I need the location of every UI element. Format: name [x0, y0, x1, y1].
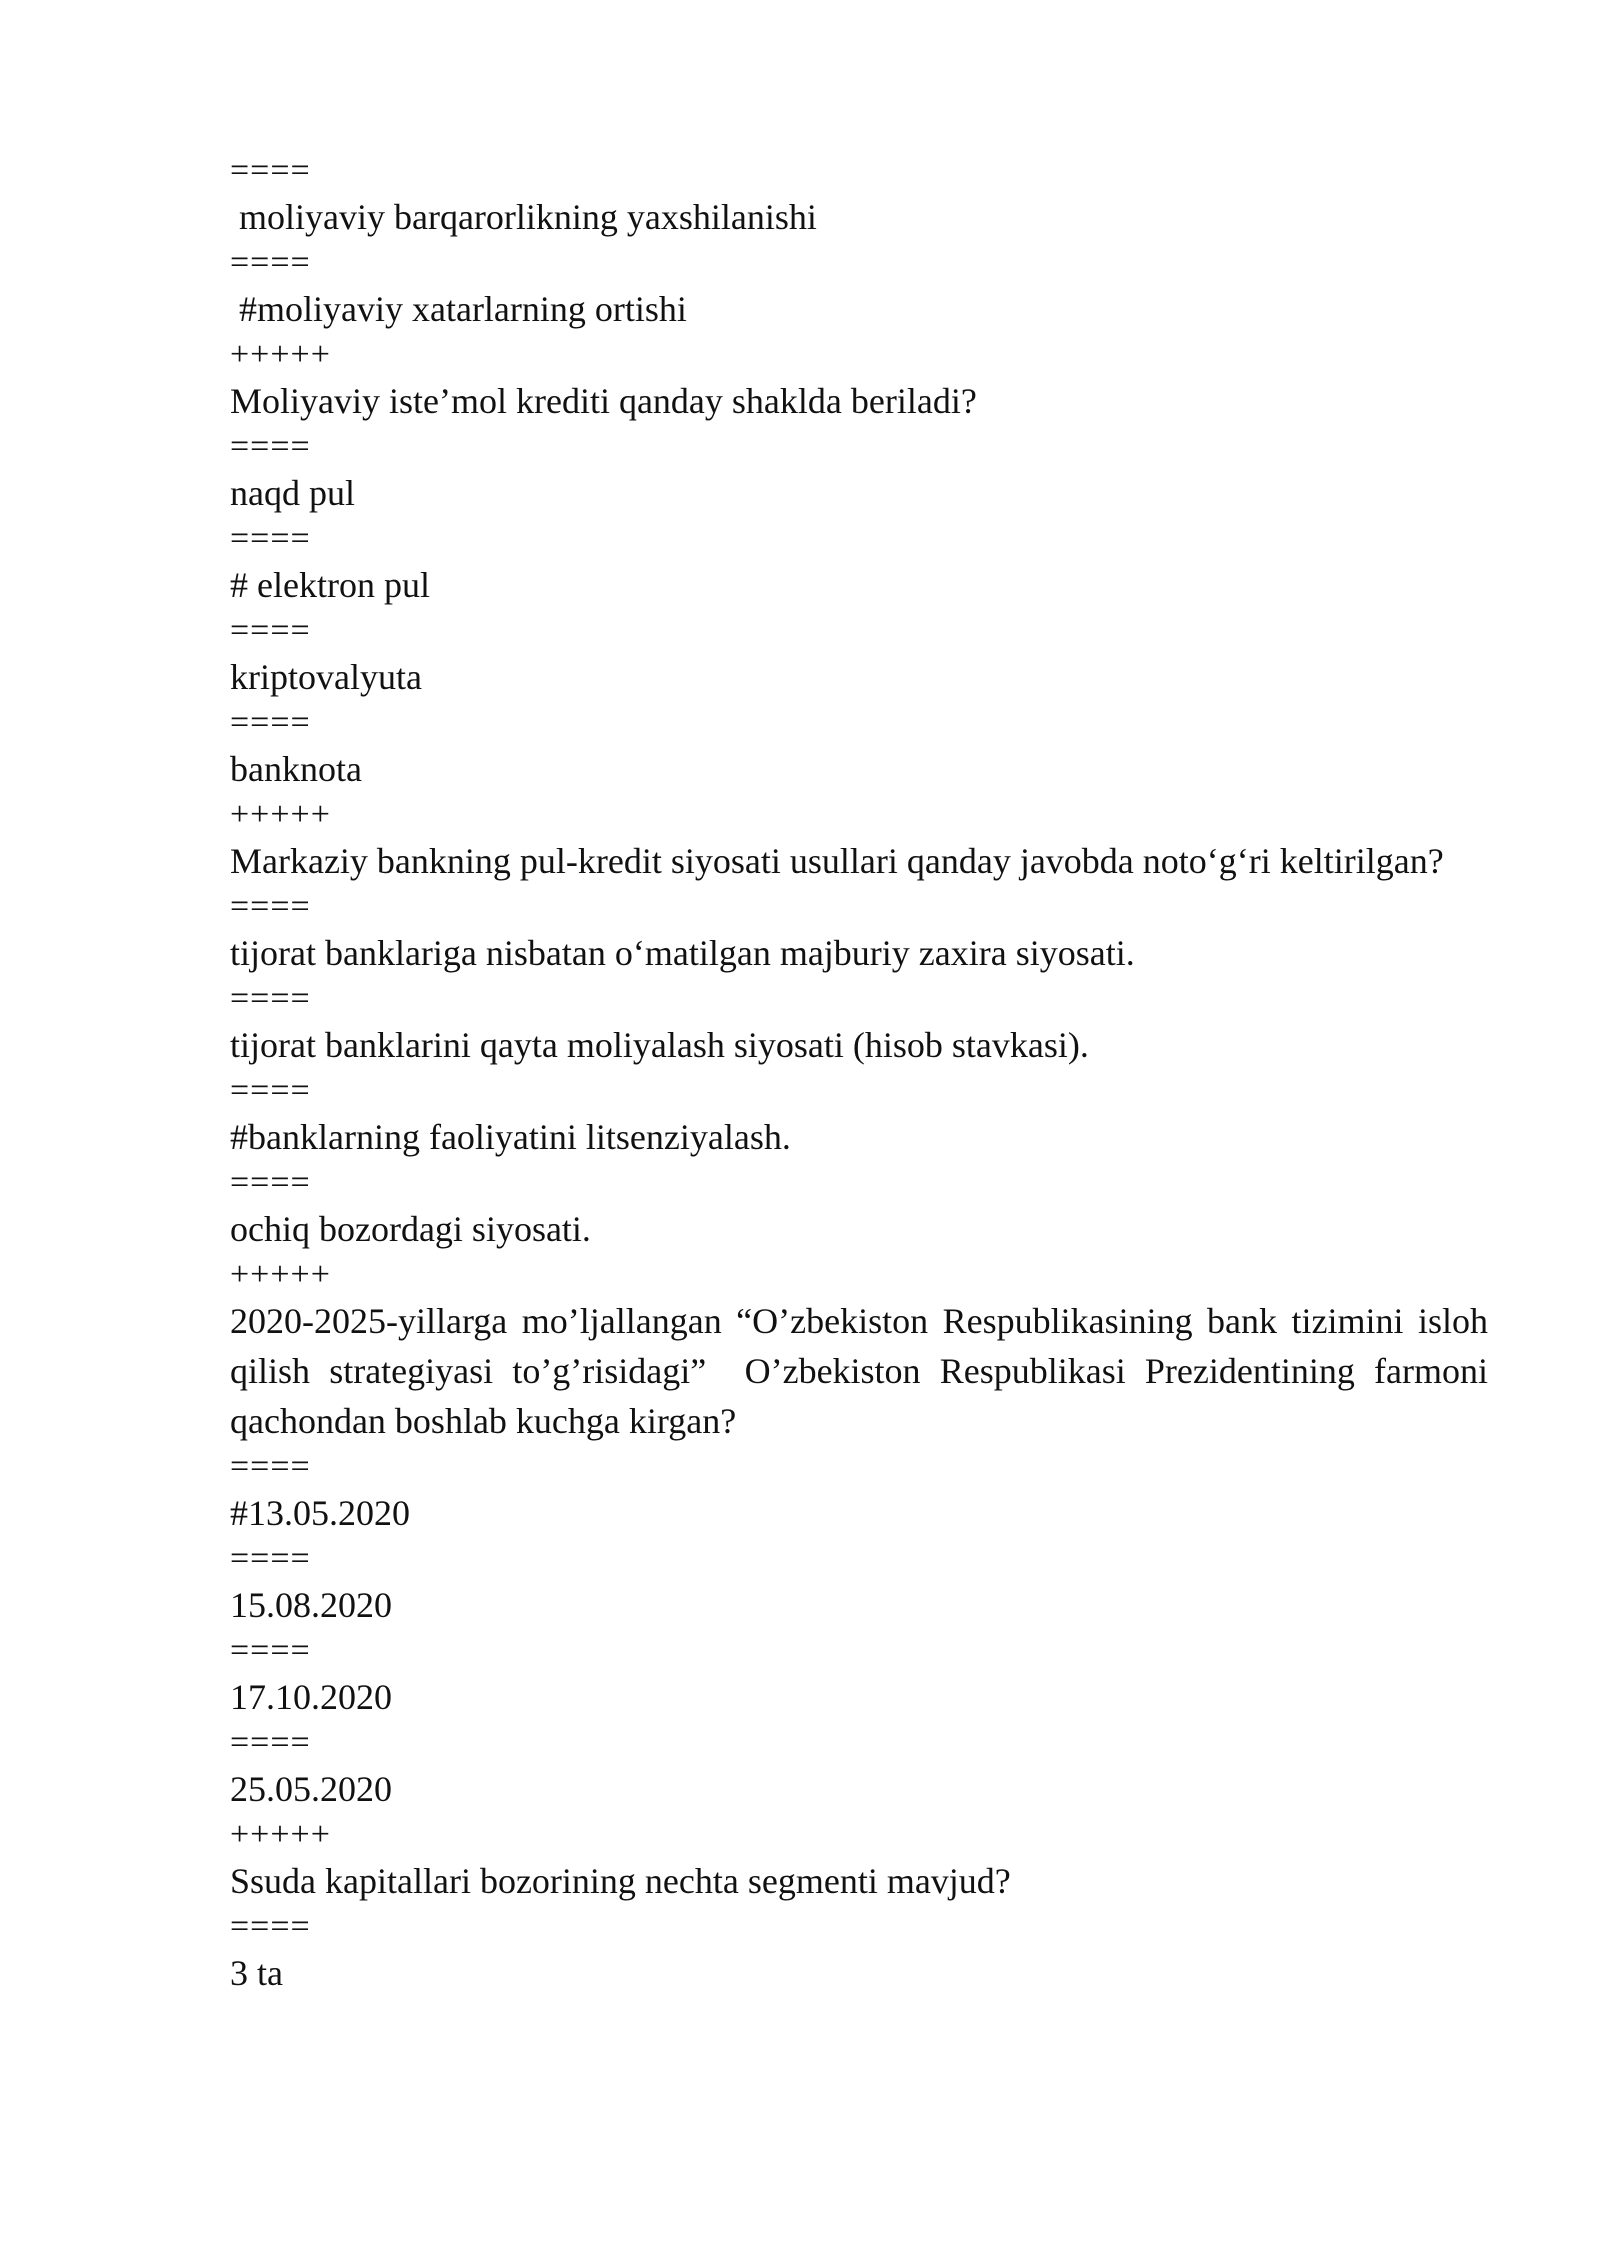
- separator-line: ====: [230, 980, 311, 1017]
- separator-line: +++++: [230, 796, 331, 833]
- separator-line: ====: [230, 1908, 311, 1945]
- separator-line: ====: [230, 1540, 311, 1577]
- text-line: 25.05.2020: [230, 1769, 392, 1809]
- separator-line: ====: [230, 612, 311, 649]
- separator-line: ====: [230, 428, 311, 465]
- text-line: banknota: [230, 749, 362, 789]
- separator-line: ====: [230, 152, 311, 189]
- separator-line: ====: [230, 1164, 311, 1201]
- separator-line: +++++: [230, 1816, 331, 1853]
- separator-line: ====: [230, 520, 311, 557]
- text-line: naqd pul: [230, 473, 355, 513]
- text-line: Ssuda kapitallari bozorining nechta segmenti mavjud?: [230, 1861, 1011, 1901]
- separator-line: ====: [230, 1072, 311, 1109]
- text-line: Markaziy bankning pul-kredit siyosati usullari qanday javobda noto‘g‘ri keltirilgan?: [230, 841, 1444, 881]
- text-line: # elektron pul: [230, 565, 430, 605]
- text-line: 15.08.2020: [230, 1585, 392, 1625]
- text-line: 3 ta: [230, 1953, 283, 1993]
- text-line: moliyaviy barqarorlikning yaxshilanishi: [230, 197, 817, 237]
- text-line: Moliyaviy iste’mol krediti qanday shaklda beriladi?: [230, 381, 977, 421]
- text-line: 17.10.2020: [230, 1677, 392, 1717]
- separator-line: ====: [230, 1632, 311, 1669]
- text-line: #banklarning faoliyatini litsenziyalash.: [230, 1117, 791, 1157]
- text-line: kriptovalyuta: [230, 657, 422, 697]
- text-line: #moliyaviy xatarlarning ortishi: [230, 289, 687, 329]
- text-line: #13.05.2020: [230, 1493, 410, 1533]
- separator-line: ====: [230, 888, 311, 925]
- separator-line: ====: [230, 1724, 311, 1761]
- text-line: tijorat banklariga nisbatan o‘matilgan majburiy zaxira siyosati.: [230, 933, 1135, 973]
- separator-line: +++++: [230, 1256, 331, 1293]
- text-line: 2020-2025-yillarga mo’ljallangan “O’zbekiston Respublikasining bank tizimini isloh qilish strategiyasi to’g’risidagi” O’zbekiston Respublikasi Prezidentining farmoni qachondan boshlab kuchga kirgan?: [230, 1301, 1497, 1441]
- separator-line: ====: [230, 244, 311, 281]
- document-page: [230, 150, 1497, 1998]
- separator-line: ====: [230, 1448, 311, 1485]
- text-line: tijorat banklarini qayta moliyalash siyosati (hisob stavkasi).: [230, 1025, 1089, 1065]
- separator-line: ====: [230, 704, 311, 741]
- separator-line: +++++: [230, 336, 331, 373]
- text-line: ochiq bozordagi siyosati.: [230, 1209, 591, 1249]
